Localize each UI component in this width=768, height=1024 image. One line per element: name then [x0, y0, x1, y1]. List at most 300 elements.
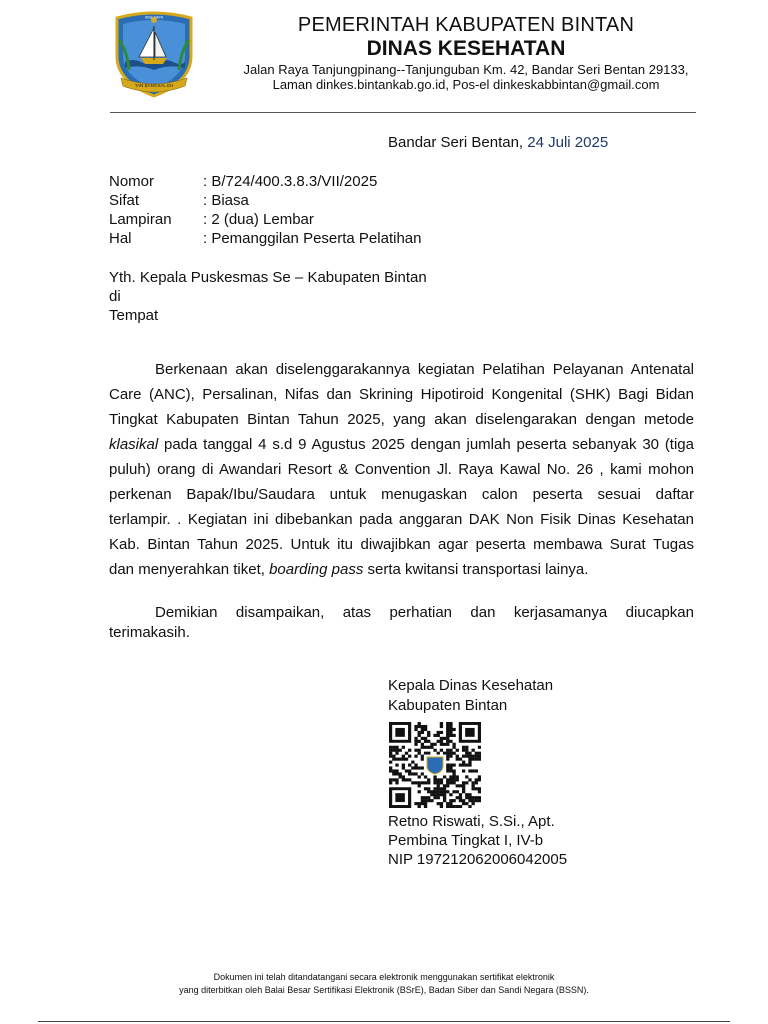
qr-module — [475, 796, 478, 799]
qr-module — [446, 728, 449, 731]
footer-line-1: Dokumen ini telah ditandatangani secara elektronik menggunakan sertifikat elektronik — [213, 972, 555, 982]
qr-module — [468, 755, 471, 758]
qr-module — [405, 758, 408, 761]
qr-module — [421, 781, 424, 784]
qr-module — [440, 749, 443, 752]
qr-module — [443, 775, 446, 778]
qr-module — [418, 749, 421, 752]
qr-module — [433, 781, 436, 784]
office-name: DINAS KESEHATAN — [366, 37, 566, 60]
qr-module — [421, 796, 424, 799]
qr-module — [402, 746, 405, 749]
qr-module — [446, 737, 449, 740]
qr-module — [418, 805, 421, 808]
qr-module — [411, 772, 414, 775]
qr-module — [446, 758, 449, 761]
signer-nip: NIP 197212062006042005 — [388, 851, 568, 868]
qr-module — [389, 781, 392, 784]
qr-module — [443, 799, 446, 802]
qr-module — [449, 805, 452, 808]
qr-module — [437, 778, 440, 781]
letter-place: Bandar Seri Bentan, — [388, 134, 524, 151]
qr-module — [446, 752, 449, 755]
qr-module — [478, 778, 481, 781]
qr-module — [468, 769, 471, 772]
letterhead-address — [200, 63, 732, 92]
meta-value: : Pemanggilan Peserta Pelatihan — [203, 230, 422, 247]
qr-module — [443, 737, 446, 740]
letter-meta — [109, 172, 421, 248]
qr-module — [456, 755, 459, 758]
qr-module — [452, 764, 455, 767]
paragraph-line: Berkenaan akan diselenggarakannya kegiatan Pelatihan Pelayanan Antenatal — [155, 361, 694, 378]
qr-module — [471, 784, 474, 787]
qr-module — [446, 784, 449, 787]
qr-module — [440, 725, 443, 728]
qr-module — [433, 734, 436, 737]
signer-position: Kepala Dinas Kesehatan — [388, 677, 554, 694]
qr-module — [446, 769, 449, 772]
qr-module — [465, 752, 468, 755]
qr-module — [421, 725, 424, 728]
qr-module — [405, 769, 408, 772]
qr-module — [468, 805, 471, 808]
qr-module — [452, 769, 455, 772]
qr-module — [462, 802, 465, 805]
qr-module — [456, 758, 459, 761]
qr-module — [452, 775, 455, 778]
qr-module — [418, 752, 421, 755]
qr-module — [392, 746, 395, 749]
boarding-pass-italic: boarding pass — [269, 561, 364, 578]
qr-module — [449, 740, 452, 743]
qr-module — [459, 805, 462, 808]
qr-module — [478, 752, 481, 755]
qr-module — [395, 749, 398, 752]
qr-module — [421, 766, 424, 769]
recipient-line: Yth. Kepala Puskesmas Se – Kabupaten Bintan — [109, 269, 427, 286]
qr-module — [440, 805, 443, 808]
qr-module — [427, 752, 430, 755]
qr-module — [446, 731, 449, 734]
qr-module — [452, 790, 455, 793]
qr-module — [408, 749, 411, 752]
qr-module — [456, 775, 459, 778]
letter-date — [388, 134, 608, 151]
qr-module — [475, 787, 478, 790]
qr-module — [471, 799, 474, 802]
qr-module — [478, 790, 481, 793]
qr-module — [427, 781, 430, 784]
page-bottom-rule — [38, 1021, 730, 1022]
qr-module — [446, 725, 449, 728]
qr-module — [437, 734, 440, 737]
qr-module — [449, 725, 452, 728]
qr-module — [408, 778, 411, 781]
qr-module — [471, 781, 474, 784]
qr-module — [395, 781, 398, 784]
qr-module — [446, 781, 449, 784]
paragraph-line: Tingkat Kabupaten Bintan Tahun 2025, yang akan diselengarakan dengan metode — [109, 411, 694, 428]
qr-module — [427, 790, 430, 793]
qr-module — [468, 793, 471, 796]
body-paragraph-2 — [109, 603, 694, 643]
qr-module — [452, 746, 455, 749]
qr-module — [414, 743, 417, 746]
qr-module — [449, 749, 452, 752]
qr-module — [475, 781, 478, 784]
qr-module — [427, 787, 430, 790]
paragraph-line: Demikian disampaikan, atas perhatian dan kerjasamanya diucapkan — [155, 604, 694, 621]
qr-module — [433, 787, 436, 790]
paragraph-line — [109, 557, 694, 582]
qr-module — [430, 799, 433, 802]
qr-module — [437, 793, 440, 796]
qr-module — [475, 799, 478, 802]
qr-module — [440, 790, 443, 793]
qr-module — [459, 758, 462, 761]
qr-module — [437, 731, 440, 734]
qr-module — [392, 769, 395, 772]
qr-module — [478, 796, 481, 799]
qr-module — [433, 796, 436, 799]
qr-module — [414, 740, 417, 743]
qr-module — [418, 740, 421, 743]
qr-module — [456, 778, 459, 781]
qr-module — [427, 734, 430, 737]
meta-row-lampiran — [109, 210, 421, 229]
paragraph-text: serta kwitansi transportasi lainya. — [363, 561, 589, 578]
qr-module — [446, 766, 449, 769]
signer-name: Retno Riswati, S.Si., Apt. — [388, 813, 555, 830]
qr-module — [478, 746, 481, 749]
qr-module — [468, 796, 471, 799]
qr-module — [478, 758, 481, 761]
qr-module — [452, 772, 455, 775]
qr-module — [433, 743, 436, 746]
qr-module — [443, 787, 446, 790]
signer-region: Kabupaten Bintan — [388, 697, 508, 714]
qr-module — [443, 796, 446, 799]
qr-module — [389, 761, 392, 764]
qr-center-emblem — [424, 755, 446, 776]
qr-module — [437, 787, 440, 790]
paragraph-text: dan menyerahkan tiket, — [109, 561, 270, 578]
qr-module — [446, 734, 449, 737]
qr-module — [414, 764, 417, 767]
qr-module — [456, 796, 459, 799]
qr-module — [427, 796, 430, 799]
qr-module — [449, 793, 452, 796]
qr-module — [421, 772, 424, 775]
qr-module — [440, 778, 443, 781]
qr-module — [421, 758, 424, 761]
qr-module — [430, 793, 433, 796]
qr-module — [424, 781, 427, 784]
qr-module — [452, 778, 455, 781]
address-line-2: Laman dinkes.bintankab.go.id, Pos-el dinkeskabbintan@gmail.com — [272, 76, 660, 92]
qr-module — [389, 778, 392, 781]
qr-module — [392, 758, 395, 761]
qr-module — [389, 752, 392, 755]
qr-module — [421, 737, 424, 740]
qr-module — [449, 766, 452, 769]
qr-module — [433, 793, 436, 796]
qr-finder-pattern — [465, 728, 475, 737]
qr-module — [449, 778, 452, 781]
qr-module — [424, 740, 427, 743]
qr-module — [389, 755, 392, 758]
qr-module — [475, 778, 478, 781]
qr-module — [421, 731, 424, 734]
qr-module — [446, 755, 449, 758]
qr-module — [459, 764, 462, 767]
qr-module — [452, 799, 455, 802]
qr-module — [475, 769, 478, 772]
qr-module — [462, 749, 465, 752]
qr-module — [465, 781, 468, 784]
government-name: PEMERINTAH KABUPATEN BINTAN — [297, 14, 635, 36]
qr-module — [392, 772, 395, 775]
footer-line-2: yang diterbitkan oleh Balai Besar Sertifikasi Elektronik (BSrE), Badan Siber dan Sandi Negara (BSSN). — [179, 985, 589, 995]
esign-footer-note — [0, 971, 768, 997]
qr-module — [389, 769, 392, 772]
paragraph-line: terlampir. . Kegiatan ini dibebankan pada anggaran DAK Non Fisik Dinas Kesehatan — [109, 511, 694, 528]
qr-module — [402, 766, 405, 769]
qr-module — [446, 749, 449, 752]
qr-module — [424, 737, 427, 740]
qr-module — [462, 755, 465, 758]
qr-module — [468, 764, 471, 767]
qr-module — [427, 746, 430, 749]
qr-module — [459, 793, 462, 796]
qr-module — [395, 764, 398, 767]
qr-module — [446, 790, 449, 793]
qr-module — [392, 778, 395, 781]
qr-module — [424, 752, 427, 755]
recipient-line: Tempat — [109, 307, 159, 324]
qr-module — [424, 728, 427, 731]
qr-module — [437, 784, 440, 787]
qr-module — [433, 778, 436, 781]
qr-module — [468, 799, 471, 802]
qr-module — [395, 769, 398, 772]
qr-module — [446, 743, 449, 746]
qr-module — [449, 764, 452, 767]
qr-module — [433, 790, 436, 793]
qr-module — [478, 775, 481, 778]
qr-module — [418, 722, 421, 725]
signature-title — [388, 676, 553, 716]
qr-module — [446, 722, 449, 725]
letterhead-divider — [110, 112, 696, 113]
qr-module — [468, 758, 471, 761]
qr-module — [424, 802, 427, 805]
qr-module — [424, 725, 427, 728]
qr-module — [411, 766, 414, 769]
paragraph-line: Care (ANC), Persalinan, Nifas dan Skrining Hipotiroid Kongenital (SHK) Bagi Bidan — [109, 386, 694, 403]
meta-key: Lampiran — [109, 211, 172, 228]
qr-module — [443, 790, 446, 793]
qr-module — [462, 761, 465, 764]
qr-module — [471, 802, 474, 805]
logo-ribbon-text: TAN BANGSAL EH — [134, 83, 174, 88]
qr-module — [430, 746, 433, 749]
qr-module — [449, 769, 452, 772]
qr-module — [468, 761, 471, 764]
qr-module — [408, 755, 411, 758]
qr-module — [462, 769, 465, 772]
body-paragraph-1 — [109, 357, 694, 582]
qr-module — [395, 778, 398, 781]
qr-module — [421, 755, 424, 758]
qr-module — [465, 755, 468, 758]
qr-module — [430, 743, 433, 746]
qr-module — [471, 758, 474, 761]
method-italic: klasikal — [109, 436, 159, 453]
qr-module — [478, 787, 481, 790]
qr-module — [440, 802, 443, 805]
qr-module — [462, 790, 465, 793]
qr-module — [389, 746, 392, 749]
qr-module — [433, 749, 436, 752]
qr-module — [408, 764, 411, 767]
qr-module — [430, 790, 433, 793]
qr-module — [446, 805, 449, 808]
qr-module — [459, 784, 462, 787]
letter-date-value: 24 Juli 2025 — [527, 134, 609, 151]
qr-module — [468, 752, 471, 755]
qr-module — [402, 755, 405, 758]
qr-module — [471, 769, 474, 772]
qr-module — [446, 802, 449, 805]
qr-module — [462, 781, 465, 784]
signer-details — [388, 812, 567, 869]
qr-module — [440, 722, 443, 725]
signer-rank: Pembina Tingkat I, IV-b — [388, 832, 544, 849]
qr-module — [424, 787, 427, 790]
qr-module — [427, 731, 430, 734]
qr-module — [440, 737, 443, 740]
qr-module — [418, 802, 421, 805]
qr-module — [443, 752, 446, 755]
qr-finder-pattern — [395, 793, 405, 802]
meta-key: Nomor — [109, 173, 155, 190]
qr-module — [395, 758, 398, 761]
qr-module — [440, 740, 443, 743]
qr-module — [465, 802, 468, 805]
qr-module — [446, 740, 449, 743]
qr-module — [408, 769, 411, 772]
qr-module — [443, 793, 446, 796]
bintan-regency-logo — [109, 10, 199, 100]
qr-module — [402, 758, 405, 761]
qr-module — [389, 749, 392, 752]
qr-module — [421, 746, 424, 749]
qr-module — [465, 749, 468, 752]
qr-module — [437, 796, 440, 799]
qr-module — [427, 740, 430, 743]
qr-module — [437, 752, 440, 755]
qr-module — [449, 775, 452, 778]
recipient-block — [109, 268, 427, 325]
qr-module — [465, 793, 468, 796]
qr-module — [427, 799, 430, 802]
qr-module — [471, 755, 474, 758]
meta-key: Hal — [109, 230, 132, 247]
qr-module — [462, 784, 465, 787]
address-line-1: Jalan Raya Tanjungpinang--Tanjunguban Km. 42, Bandar Seri Bentan 29133, — [243, 62, 689, 77]
qr-module — [440, 743, 443, 746]
qr-module — [452, 752, 455, 755]
qr-module — [449, 799, 452, 802]
qr-module — [402, 764, 405, 767]
qr-module — [440, 781, 443, 784]
qr-code-signature — [389, 722, 481, 808]
qr-module — [424, 805, 427, 808]
qr-module — [414, 755, 417, 758]
qr-module — [402, 775, 405, 778]
qr-module — [475, 758, 478, 761]
qr-module — [399, 758, 402, 761]
qr-module — [452, 805, 455, 808]
qr-module — [421, 728, 424, 731]
qr-module — [399, 775, 402, 778]
meta-row-nomor — [109, 172, 421, 191]
qr-module — [437, 790, 440, 793]
qr-module — [414, 766, 417, 769]
meta-value: : Biasa — [203, 192, 249, 209]
qr-module — [411, 761, 414, 764]
qr-module — [443, 784, 446, 787]
qr-module — [465, 764, 468, 767]
qr-module — [418, 725, 421, 728]
qr-module — [449, 802, 452, 805]
qr-module — [392, 749, 395, 752]
qr-module — [456, 790, 459, 793]
qr-module — [414, 749, 417, 752]
qr-module — [414, 802, 417, 805]
qr-module — [462, 764, 465, 767]
qr-module — [414, 772, 417, 775]
qr-module — [456, 805, 459, 808]
qr-module — [414, 737, 417, 740]
qr-module — [395, 752, 398, 755]
qr-module — [427, 778, 430, 781]
qr-module — [424, 796, 427, 799]
paragraph-text: pada tanggal 4 s.d 9 Agustus 2025 dengan jumlah peserta sebanyak 30 (tiga — [158, 436, 694, 453]
paragraph-line: terimakasih. — [109, 624, 190, 641]
qr-module — [437, 781, 440, 784]
qr-module — [437, 802, 440, 805]
qr-module — [418, 766, 421, 769]
qr-module — [443, 743, 446, 746]
qr-module — [399, 772, 402, 775]
qr-module — [421, 799, 424, 802]
qr-module — [465, 775, 468, 778]
paragraph-line: puluh) orang di Awandari Resort & Convention Jl. Raya Kawal No. 26 , kami mohon — [109, 461, 694, 478]
qr-module — [395, 746, 398, 749]
qr-module — [468, 778, 471, 781]
qr-module — [475, 755, 478, 758]
qr-module — [456, 784, 459, 787]
qr-module — [452, 728, 455, 731]
qr-module — [418, 790, 421, 793]
qr-module — [449, 722, 452, 725]
meta-value: : B/724/400.3.8.3/VII/2025 — [203, 173, 378, 190]
qr-module — [462, 746, 465, 749]
qr-module — [465, 746, 468, 749]
